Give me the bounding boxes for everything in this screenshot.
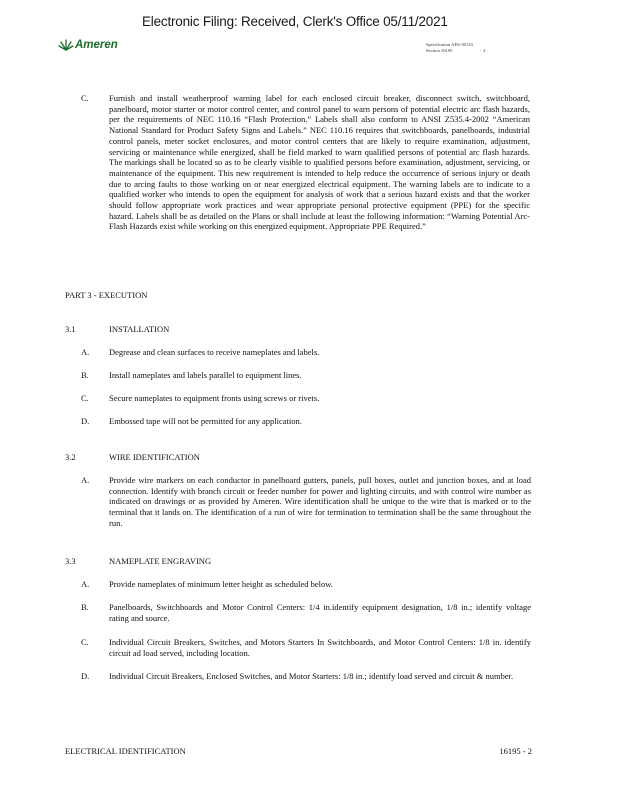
item-3-1-a-text: Degrease and clean surfaces to receive nameplates and labels. [109,347,320,357]
item-3-3-a-label: A. [81,579,90,589]
spec-number: Specification AES-30123 [426,42,473,47]
section-3-3-title: NAMEPLATE ENGRAVING [109,556,212,566]
item-3-3-b-label: B. [81,602,89,612]
section-3-3-number: 3.3 [65,556,76,566]
section-3-2-number: 3.2 [65,452,76,462]
item-3-1-a-label: A. [81,347,90,357]
footer-page-number: 16195 - 2 [499,746,532,756]
item-3-3-a-text: Provide nameplates of minimum letter height as scheduled below. [109,579,333,589]
spec-section-line [426,48,485,54]
footer-title: ELECTRICAL IDENTIFICATION [65,746,186,756]
item-3-1-c-text: Secure nameplates to equipment fronts using screws or rivets. [109,393,320,403]
spec-section: Section 16195 [426,48,453,53]
item-3-3-c-text: Individual Circuit Breakers, Switches, and Motors Starters In Switchboards, and Motor Control Centers: 1/8 in. identify circuit ad load served, including location. [109,637,531,658]
spec-header [426,42,485,54]
section-3-1-title: INSTALLATION [109,324,170,334]
item-3-1-b-label: B. [81,370,89,380]
logo-text: Ameren [75,39,118,51]
item-3-2-a-text: Provide wire markers on each conductor in panelboard gutters, panels, pull boxes, outlet and junction boxes, and at load connection. Identify with branch circuit or feeder number for power and lighting circuits, and with control wire number as indicated on drawings or as provided by Ameren. Wire identification shall be unique to the wire that is marked or to the terminal that it lands on. The identification of a run of wire for termination to termination shall be the same throughout the run. [109,475,531,528]
item-3-3-c-label: C. [81,637,89,647]
item-3-1-c-label: C. [81,393,89,403]
section-3-2-title: WIRE IDENTIFICATION [109,452,200,462]
filing-banner: Electronic Filing: Received, Clerk's Office 05/11/2021 [142,14,448,29]
item-3-3-d-label: D. [81,671,90,681]
item-3-3-d-text: Individual Circuit Breakers, Enclosed Switches, and Motor Starters: 1/8 in.; identify load served and circuit & number. [109,671,514,681]
spec-page-marker: - 2 [480,48,486,53]
item-3-3-b-text: Panelboards, Switchboards and Motor Control Centers: 1/4 in.identify equipment designation, 1/8 in.; identify voltage rating and source. [109,602,531,623]
para-c-text: Furnish and install weatherproof warning label for each enclosed circuit breaker, disconnect switch, switchboard, panelboard, motor starter or motor control center, and control panel to warn persons of potential electric arc flash hazards, per the requirements of NEC 110.16 “Flash Protection.” Labels shall also conform to ANSI Z535.4-2002 “American National Standard for Product Safety Signs and Labels.” NEC 110.16 requires that switchboards, panelboards, industrial control panels, meter socket enclosures, and motor control centers that are likely to require examination, adjustment, servicing or maintenance while energized, shall be field marked to warn qualified persons of potential arc flash hazards. The markings shall be located so as to be clearly visible to qualified persons before examination, adjustment, servicing, or maintenance of the equipment. This new requirement is intended to help reduce the occurrence of serious injury or death due to arcing faults to those working on or near energized electrical equipment. The warning labels are to indicate to a qualified worker who intends to open the equipment for analysis of work that a serious hazard exists and that the worker should follow appropriate work practices and wear appropriate personal protective equipment (PPE) for the specific hazard. Labels shall be as detailed on the Plans or shall include at least the following information: “Warning Potential Arc-Flash Hazards exist while working on this energized equipment. Appropriate PPE Required.” [109,93,530,232]
ameren-sunburst-icon [58,38,74,51]
item-3-1-d-label: D. [81,416,90,426]
section-3-1-number: 3.1 [65,324,76,334]
item-3-2-a-label: A. [81,475,90,485]
part-3-heading: PART 3 - EXECUTION [65,290,148,300]
ameren-logo [58,38,118,51]
item-3-1-d-text: Embossed tape will not be permitted for any application. [109,416,302,426]
para-c-label: C. [81,93,89,103]
item-3-1-b-text: Install nameplates and labels parallel to equipment lines. [109,370,302,380]
